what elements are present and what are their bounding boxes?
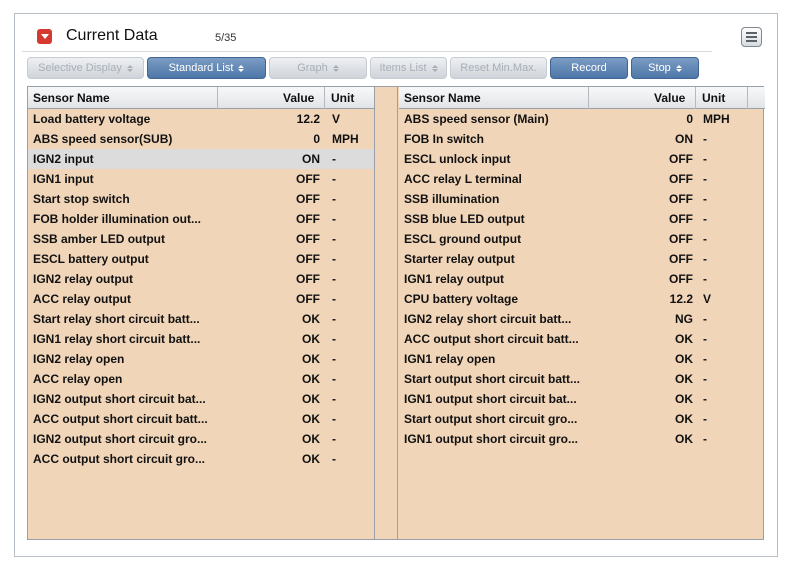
sensor-name: SSB blue LED output — [404, 212, 525, 226]
table-row[interactable] — [399, 389, 747, 409]
table-row[interactable] — [28, 289, 374, 309]
sensor-value: OK — [675, 332, 693, 346]
table-row[interactable] — [399, 429, 747, 449]
sensor-name: FOB holder illumination out... — [33, 212, 201, 226]
table-row[interactable] — [399, 369, 747, 389]
sensor-value: 0 — [686, 112, 693, 126]
table-row[interactable] — [399, 249, 747, 269]
sensor-unit: - — [332, 152, 336, 166]
table-row[interactable] — [28, 249, 374, 269]
sensor-value: OK — [675, 432, 693, 446]
sensor-unit: - — [332, 272, 336, 286]
menu-icon[interactable] — [741, 27, 762, 47]
sensor-name: ESCL ground output — [404, 232, 522, 246]
sensor-name: SSB amber LED output — [33, 232, 166, 246]
table-row[interactable] — [399, 329, 747, 349]
sensor-value: OK — [675, 392, 693, 406]
table-row[interactable] — [399, 229, 747, 249]
sensor-unit: - — [332, 292, 336, 306]
sensor-unit: - — [703, 412, 707, 426]
table-row[interactable] — [28, 329, 374, 349]
table-row[interactable] — [28, 269, 374, 289]
sensor-value: OK — [302, 312, 320, 326]
reset-min-max-label: Reset Min.Max. — [460, 62, 537, 74]
graph-button[interactable] — [269, 57, 367, 79]
toolbar — [27, 57, 707, 79]
sensor-name: ABS speed sensor(SUB) — [33, 132, 173, 146]
header-divider — [22, 51, 712, 52]
sensor-name: IGN1 output short circuit bat... — [404, 392, 577, 406]
sensor-name: IGN2 output short circuit gro... — [33, 432, 207, 446]
sensor-unit: - — [332, 192, 336, 206]
sensor-value: OFF — [669, 232, 693, 246]
table-row[interactable] — [28, 449, 374, 469]
unit-header[interactable]: Unit — [702, 91, 726, 105]
column-divider — [374, 87, 398, 539]
record-label: Record — [571, 62, 607, 74]
sensor-value: OK — [675, 372, 693, 386]
table-row[interactable] — [399, 109, 747, 129]
table-row[interactable] — [28, 429, 374, 449]
sensor-name: IGN1 relay open — [404, 352, 496, 366]
sensor-value: OFF — [669, 152, 693, 166]
sensor-value: OK — [302, 412, 320, 426]
table-row[interactable] — [399, 209, 747, 229]
sensor-unit: - — [332, 252, 336, 266]
sensor-unit: - — [332, 392, 336, 406]
table-row[interactable] — [399, 189, 747, 209]
item-count: 5/35 — [215, 32, 237, 44]
sensor-unit: - — [332, 212, 336, 226]
sensor-value: OFF — [296, 292, 320, 306]
left-sensor-list — [28, 109, 374, 469]
sensor-name: ACC output short circuit batt... — [404, 332, 579, 346]
graph-label: Graph — [297, 62, 328, 74]
sensor-name: ABS speed sensor (Main) — [404, 112, 549, 126]
table-row[interactable] — [28, 369, 374, 389]
table-row[interactable] — [399, 309, 747, 329]
right-sensor-list — [399, 109, 765, 449]
page-title: Current Data — [66, 27, 158, 44]
table-row[interactable] — [399, 269, 747, 289]
sensor-name: IGN2 input — [33, 152, 94, 166]
sensor-value: OK — [675, 352, 693, 366]
sensor-value: OFF — [296, 252, 320, 266]
sensor-value: 12.2 — [669, 292, 693, 306]
table-row[interactable] — [28, 169, 374, 189]
sensor-value: OK — [302, 432, 320, 446]
sensor-name: Start stop switch — [33, 192, 130, 206]
sensor-name: IGN1 output short circuit gro... — [404, 432, 578, 446]
spinner-icon — [676, 65, 682, 72]
sensor-name: Start relay short circuit batt... — [33, 312, 200, 326]
sensor-unit: - — [703, 432, 707, 446]
sensor-name: Start output short circuit batt... — [404, 372, 580, 386]
collapse-icon[interactable] — [37, 29, 52, 44]
sensor-value: OFF — [669, 272, 693, 286]
table-row[interactable] — [399, 289, 747, 309]
sensor-value: OFF — [296, 272, 320, 286]
sensor-name: ESCL unlock input — [404, 152, 511, 166]
sensor-unit: - — [703, 332, 707, 346]
value-header[interactable]: Value — [283, 91, 315, 105]
sensor-name: IGN2 relay short circuit batt... — [404, 312, 572, 326]
sensor-unit: - — [332, 332, 336, 346]
sensor-name: FOB In switch — [404, 132, 485, 146]
table-row[interactable] — [399, 349, 747, 369]
sensor-name: ACC relay open — [33, 372, 123, 386]
sensor-name: ESCL battery output — [33, 252, 149, 266]
sensor-unit: - — [703, 172, 707, 186]
sensor-unit: - — [703, 192, 707, 206]
sensor-name: Start output short circuit gro... — [404, 412, 578, 426]
stop-button[interactable] — [631, 57, 699, 79]
standard-list-label: Standard List — [168, 62, 234, 74]
sensor-name: IGN2 relay open — [33, 352, 125, 366]
sensor-unit: V — [703, 292, 712, 306]
sensor-value: 12.2 — [296, 112, 320, 126]
sensor-name: ACC relay output — [33, 292, 132, 306]
sensor-unit: - — [703, 312, 707, 326]
sensor-name: ACC output short circuit gro... — [33, 452, 205, 466]
panel-header — [22, 22, 722, 50]
sensor-name-header[interactable]: Sensor Name — [33, 91, 110, 105]
table-row[interactable] — [399, 129, 747, 149]
sensor-value: OFF — [669, 212, 693, 226]
table-row[interactable] — [28, 409, 374, 429]
table-row[interactable] — [28, 109, 374, 129]
sensor-value: ON — [675, 132, 693, 146]
sensor-name: ACC output short circuit batt... — [33, 412, 208, 426]
sensor-name: Starter relay output — [404, 252, 515, 266]
spinner-icon — [127, 65, 133, 72]
sensor-unit: V — [332, 112, 341, 126]
sensor-value: OK — [302, 452, 320, 466]
sensor-name: IGN1 relay output — [404, 272, 505, 286]
sensor-unit: - — [703, 252, 707, 266]
sensor-value: OFF — [669, 252, 693, 266]
sensor-value: OFF — [669, 172, 693, 186]
table-row[interactable] — [28, 309, 374, 329]
right-table-header — [399, 87, 765, 109]
sensor-unit: - — [703, 392, 707, 406]
sensor-value: OK — [302, 392, 320, 406]
record-button[interactable] — [550, 57, 628, 79]
unit-header[interactable]: Unit — [331, 91, 355, 105]
stop-label: Stop — [648, 62, 671, 74]
sensor-value: OFF — [296, 192, 320, 206]
table-row[interactable] — [28, 389, 374, 409]
sensor-unit: - — [332, 452, 336, 466]
items-list-button[interactable] — [370, 57, 447, 79]
sensor-value: OFF — [296, 232, 320, 246]
sensor-unit: MPH — [703, 112, 730, 126]
spinner-icon — [333, 65, 339, 72]
table-row[interactable] — [28, 229, 374, 249]
spinner-icon — [238, 65, 244, 72]
sensor-value: OK — [302, 332, 320, 346]
items-list-label: Items List — [379, 62, 427, 74]
sensor-unit: - — [332, 232, 336, 246]
value-header[interactable]: Value — [654, 91, 686, 105]
sensor-unit: MPH — [332, 132, 359, 146]
sensor-value: OFF — [669, 192, 693, 206]
sensor-unit: - — [332, 312, 336, 326]
sensor-unit: - — [703, 232, 707, 246]
table-row[interactable] — [28, 349, 374, 369]
selective-display-button[interactable] — [27, 57, 144, 79]
sensor-unit: - — [332, 352, 336, 366]
sensor-unit: - — [332, 172, 336, 186]
table-row[interactable] — [399, 169, 747, 189]
table-row[interactable] — [28, 149, 374, 169]
sensor-unit: - — [703, 212, 707, 226]
sensor-name: IGN1 input — [33, 172, 94, 186]
sensor-name: SSB illumination — [404, 192, 500, 206]
sensor-unit: - — [703, 272, 707, 286]
left-table-header — [28, 87, 374, 109]
sensor-unit: - — [332, 432, 336, 446]
sensor-value: 0 — [313, 132, 320, 146]
sensor-name: IGN2 relay output — [33, 272, 134, 286]
table-row[interactable] — [28, 189, 374, 209]
sensor-name-header[interactable]: Sensor Name — [404, 91, 481, 105]
table-row[interactable] — [28, 209, 374, 229]
sensor-name: IGN1 relay short circuit batt... — [33, 332, 201, 346]
sensor-value: OK — [675, 412, 693, 426]
sensor-unit: - — [703, 132, 707, 146]
sensor-unit: - — [703, 152, 707, 166]
sensor-name: Load battery voltage — [33, 112, 151, 126]
sensor-value: OK — [302, 352, 320, 366]
sensor-value: ON — [302, 152, 320, 166]
table-row[interactable] — [399, 149, 747, 169]
sensor-value: OFF — [296, 172, 320, 186]
sensor-unit: - — [703, 352, 707, 366]
standard-list-button[interactable] — [147, 57, 266, 79]
reset-min-max-button[interactable] — [450, 57, 547, 79]
sensor-value: OK — [302, 372, 320, 386]
sensor-name: IGN2 output short circuit bat... — [33, 392, 206, 406]
sensor-value: NG — [675, 312, 693, 326]
sensor-unit: - — [703, 372, 707, 386]
sensor-data-table — [27, 86, 764, 540]
sensor-value: OFF — [296, 212, 320, 226]
spinner-icon — [432, 65, 438, 72]
table-row[interactable] — [28, 129, 374, 149]
sensor-name: ACC relay L terminal — [404, 172, 522, 186]
table-row[interactable] — [399, 409, 747, 429]
selective-display-label: Selective Display — [38, 62, 122, 74]
sensor-name: CPU battery voltage — [404, 292, 519, 306]
sensor-unit: - — [332, 412, 336, 426]
sensor-unit: - — [332, 372, 336, 386]
